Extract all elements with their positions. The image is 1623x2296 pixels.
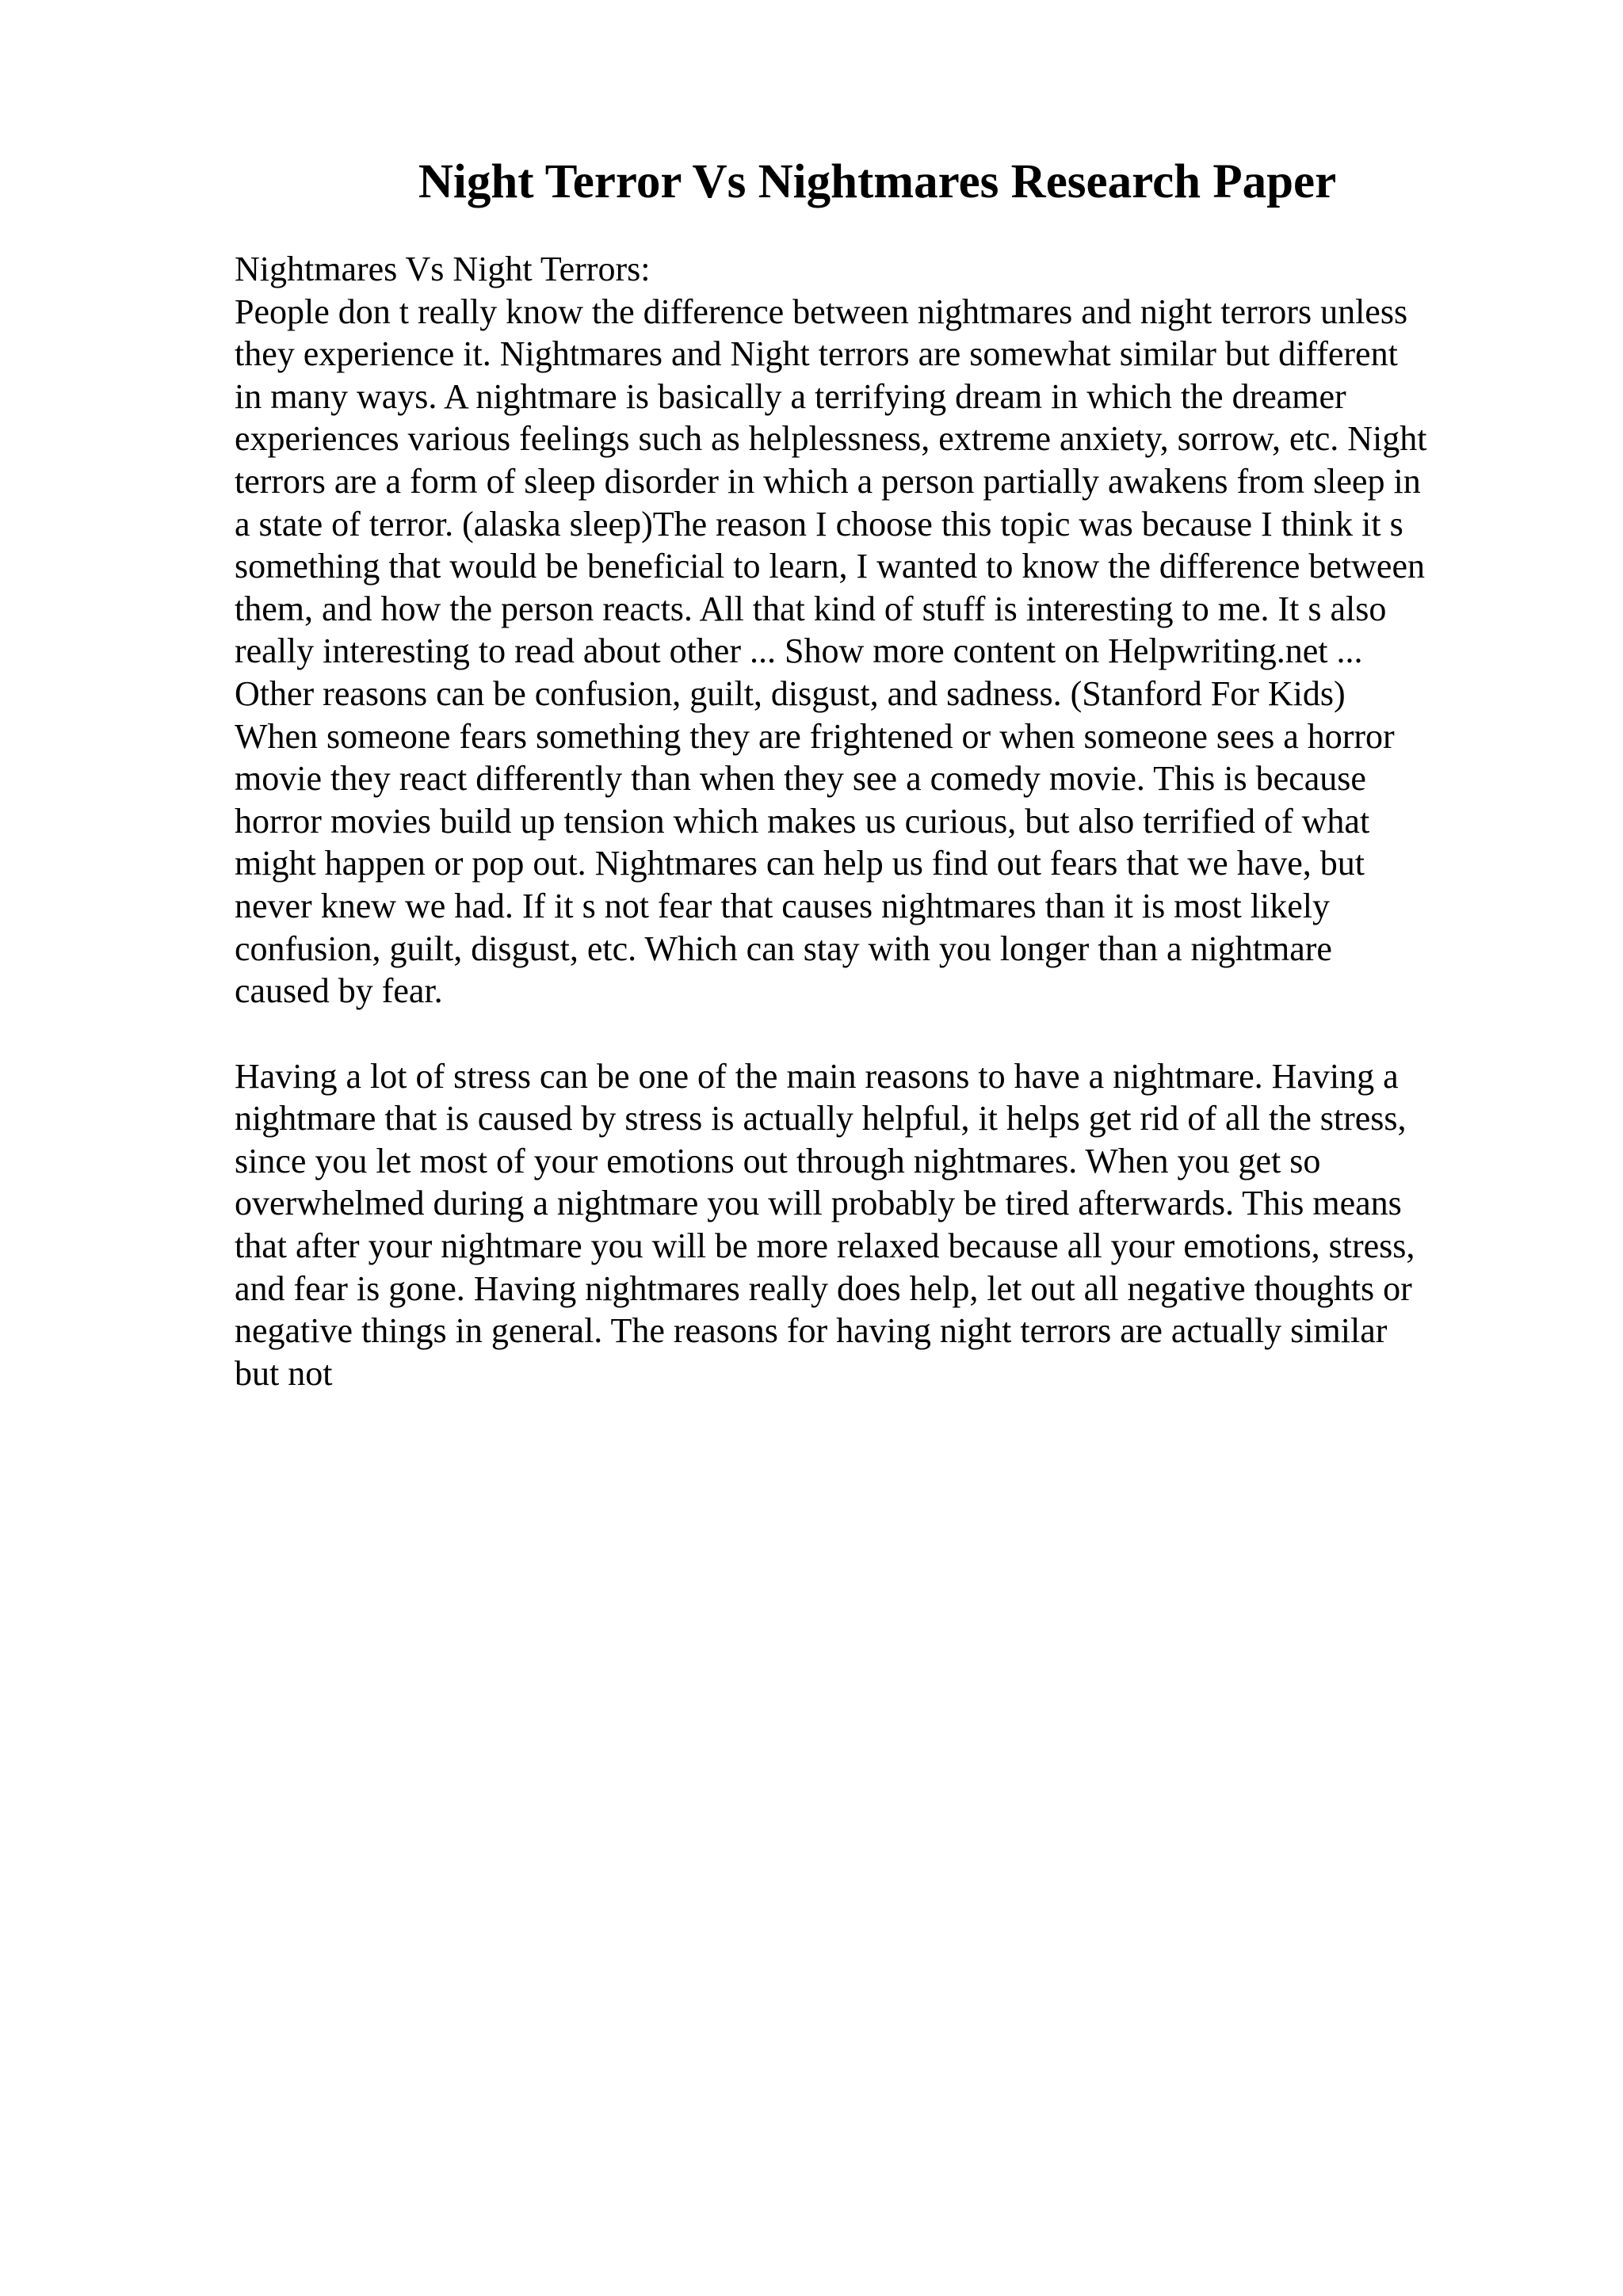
- paragraph-line: confusion, guilt, disgust, etc. Which can stay with you longer than a nightmare: [235, 929, 1332, 968]
- paragraph-line: them, and how the person reacts. All that kind of stuff is interesting to me. It s also: [235, 589, 1387, 628]
- paragraph-1: [235, 291, 1550, 1013]
- paragraph-line: overwhelmed during a nightmare you will probably be tired afterwards. This means: [235, 1184, 1402, 1223]
- paragraph-line: experiences various feelings such as helplessness, extreme anxiety, sorrow, etc. Night: [235, 419, 1427, 459]
- document-body: [235, 248, 1550, 1394]
- paragraph-line: People don t really know the difference between nightmares and night terrors unless: [235, 292, 1408, 331]
- paragraph-line: but not: [235, 1353, 333, 1393]
- paragraph-line: caused by fear.: [235, 971, 443, 1011]
- paragraph-line: nightmare that is caused by stress is actually helpful, it helps get rid of all the stress,: [235, 1099, 1407, 1138]
- paragraph-line: never knew we had. If it s not fear that causes nightmares than it is most likely: [235, 886, 1330, 925]
- paragraph-line: horror movies build up tension which makes us curious, but also terrified of what: [235, 801, 1370, 841]
- paragraph-line: Having a lot of stress can be one of the main reasons to have a nightmare. Having a: [235, 1056, 1399, 1096]
- paragraph-line: in many ways. A nightmare is basically a terrifying dream in which the dreamer: [235, 376, 1346, 416]
- section-heading: Nightmares Vs Night Terrors:: [235, 250, 651, 288]
- paragraph-spacer: [235, 1013, 1550, 1055]
- paragraph-line: that after your nightmare you will be more relaxed because all your emotions, stress,: [235, 1226, 1415, 1266]
- paragraph-line: and fear is gone. Having nightmares really does help, let out all negative thoughts or: [235, 1268, 1412, 1308]
- paragraph-2: [235, 1055, 1550, 1395]
- paragraph-line: they experience it. Nightmares and Night terrors are somewhat similar but different: [235, 334, 1398, 374]
- paragraph-line: When someone fears something they are frightened or when someone sees a horror: [235, 716, 1395, 756]
- paragraph-line: Other reasons can be confusion, guilt, disgust, and sadness. (Stanford For Kids): [235, 673, 1346, 713]
- paragraph-line: might happen or pop out. Nightmares can help us find out fears that we have, but: [235, 844, 1365, 883]
- paragraph-line: really interesting to read about other ... Show more content on Helpwriting.net ...: [235, 631, 1363, 671]
- paragraph-line: movie they react differently than when they see a comedy movie. This is because: [235, 759, 1366, 799]
- paragraph-line: negative things in general. The reasons for having night terrors are actually similar: [235, 1311, 1388, 1351]
- paragraph-line: something that would be beneficial to learn, I wanted to know the difference between: [235, 547, 1425, 586]
- paragraph-line: since you let most of your emotions out through nightmares. When you get so: [235, 1141, 1321, 1180]
- paragraph-line: a state of terror. (alaska sleep)The reason I choose this topic was because I think it s: [235, 504, 1403, 543]
- paragraph-line: terrors are a form of sleep disorder in which a person partially awakens from sleep in: [235, 461, 1421, 501]
- document-title: Night Terror Vs Nightmares Research Paper: [418, 155, 1337, 208]
